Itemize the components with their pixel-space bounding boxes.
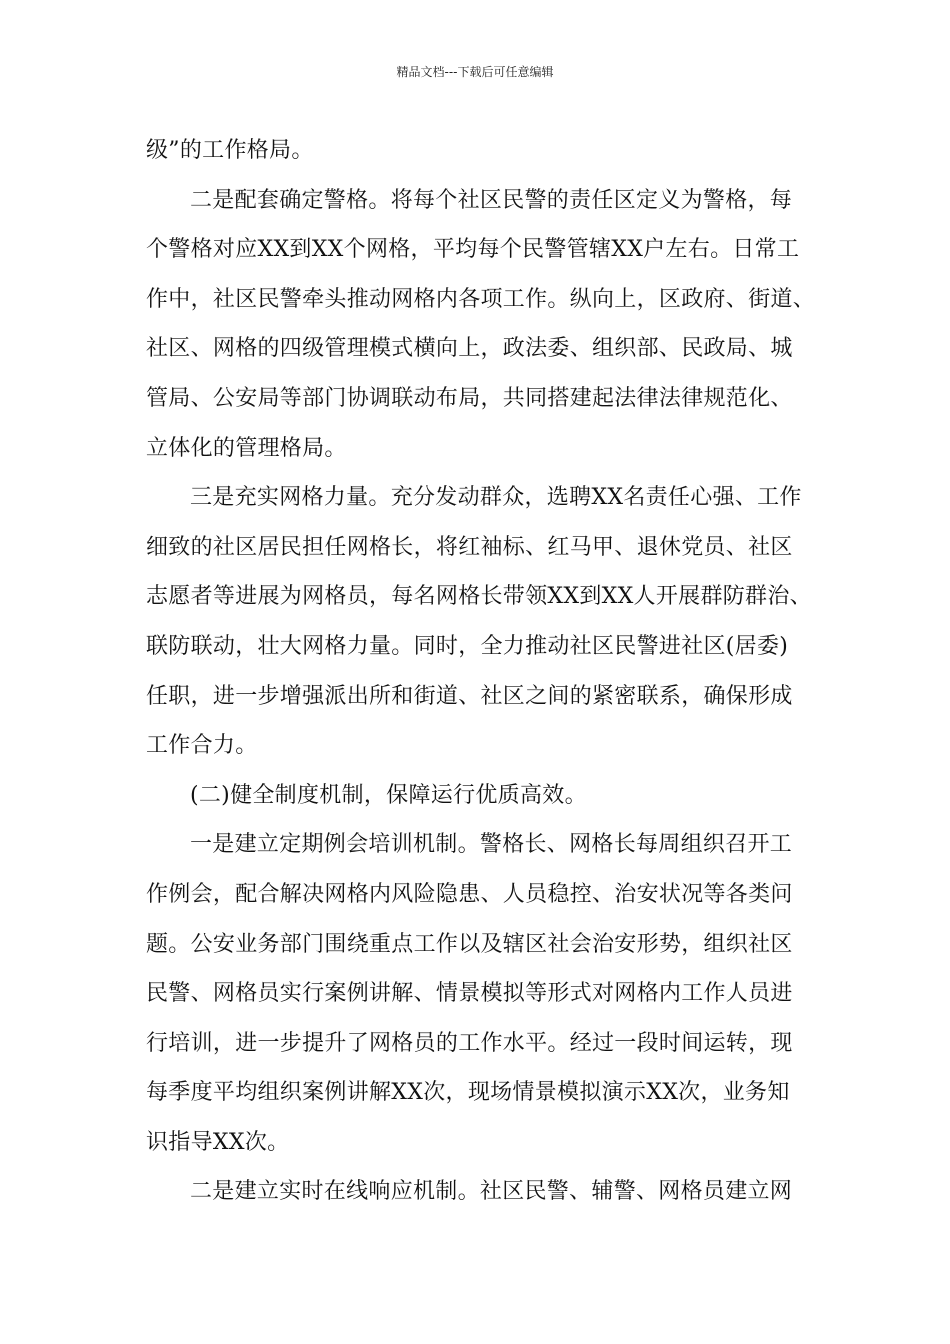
body-text <box>146 126 818 1217</box>
text-line: 识指导XX次。 <box>146 1129 290 1155</box>
text-line: 一是建立定期例会培训机制。警格长、网格长每周组织召开工 <box>190 832 793 858</box>
text-line: 个警格对应XX到XX个网格，平均每个民警管辖XX户左右。日常工 <box>146 237 800 263</box>
section-heading: (二)健全制度机制，保障运行优质高效。 <box>190 782 587 808</box>
text-line: 管局、公安局等部门协调联动布局，共同搭建起法律法律规范化、 <box>146 385 793 411</box>
text-line: 联防联动，壮大网格力量。同时，全力推动社区民警进社区(居委) <box>146 633 789 659</box>
text-line: 作中，社区民警牵头推动网格内各项工作。纵向上，区政府、街道、 <box>146 286 816 312</box>
text-line: 每季度平均组织案例讲解XX次，现场情景模拟演示XX次，业务知 <box>146 1080 790 1106</box>
text-line: 细致的社区居民担任网格长，将红袖标、红马甲、退休党员、社区 <box>146 534 793 560</box>
text-line: 任职，进一步增强派出所和街道、社区之间的紧密联系，确保形成 <box>146 683 793 709</box>
text-line: 二是配套确定警格。将每个社区民警的责任区定义为警格，每 <box>190 187 793 213</box>
text-line: 社区、网格的四级管理模式横向上，政法委、组织部、民政局、城 <box>146 336 793 362</box>
text-line: 三是充实网格力量。充分发动群众，选聘XX名责任心强、工作 <box>190 485 802 511</box>
text-line: 民警、网格员实行案例讲解、情景模拟等形式对网格内工作人员进 <box>146 981 793 1007</box>
text-line: 工作合力。 <box>146 733 258 759</box>
text-line: 志愿者等进展为网格员，每名网格长带领XX到XX人开展群防群治、 <box>146 584 812 610</box>
text-line: 级”的工作格局。 <box>146 138 314 163</box>
page-header: 精品文档---下载后可任意编辑 <box>396 65 554 79</box>
text-line: 行培训，进一步提升了网格员的工作水平。经过一段时间运转，现 <box>146 1030 793 1056</box>
text-line: 题。公安业务部门围绕重点工作以及辖区社会治安形势，组织社区 <box>146 931 793 957</box>
text-line: 二是建立实时在线响应机制。社区民警、辅警、网格员建立网 <box>190 1179 793 1205</box>
text-line: 立体化的管理格局。 <box>146 435 347 461</box>
text-line: 作例会，配合解决网格内风险隐患、人员稳控、治安状况等各类问 <box>146 881 793 907</box>
